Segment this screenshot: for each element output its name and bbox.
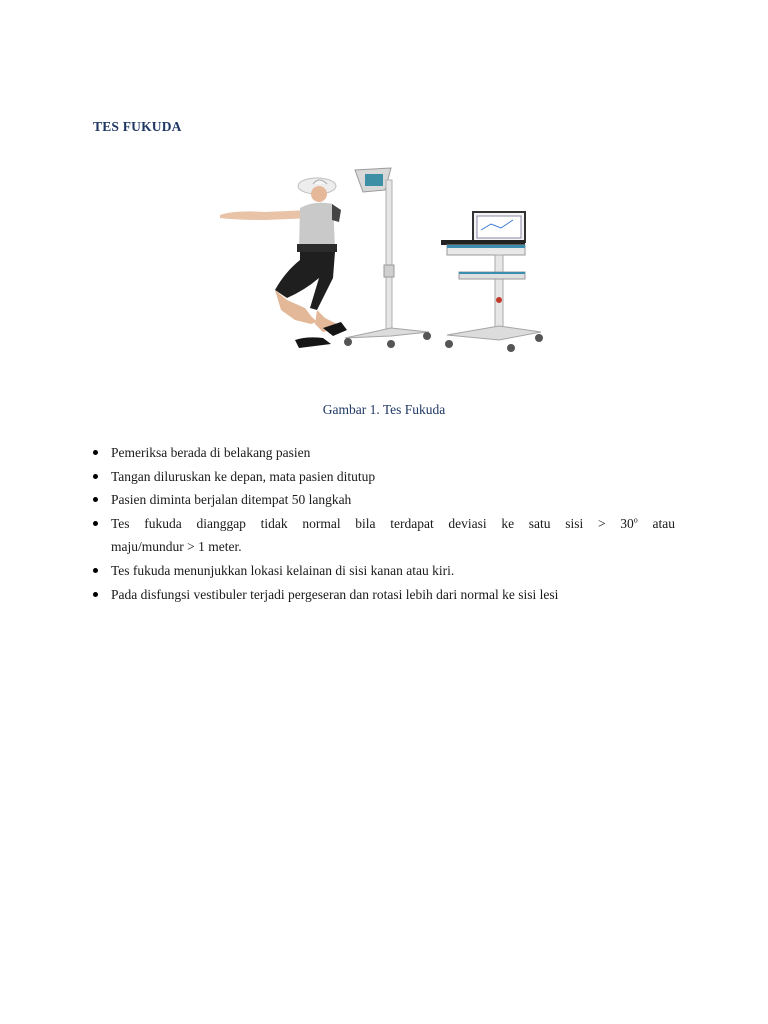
bullet-icon — [93, 592, 98, 597]
list-item-text: Tangan diluruskan ke depan, mata pasien ditutup — [111, 468, 376, 484]
bullet-icon — [93, 450, 98, 455]
list-item — [93, 583, 675, 607]
list-item — [93, 559, 675, 583]
bullet-icon — [93, 497, 98, 502]
bullet-icon — [93, 521, 98, 526]
list-item-text-tail: atau — [637, 515, 675, 531]
page-title: TES FUKUDA — [93, 119, 182, 134]
list-item-text: Pasien diminta berjalan ditempat 50 langkah — [111, 492, 352, 508]
list-item-text: Pada disfungsi vestibuler terjadi pergeseran dan rotasi lebih dari normal ke sisi lesi — [111, 586, 559, 602]
camera-stand — [344, 168, 431, 348]
list-item-text: Tes fukuda menunjukkan lokasi kelainan di sisi kanan atau kiri. — [111, 562, 455, 578]
list-item-text: Pemeriksa berada di belakang pasien — [111, 445, 311, 460]
bullet-icon — [93, 474, 98, 479]
list-item — [93, 465, 675, 489]
list-item-line — [111, 512, 675, 536]
list-item — [93, 512, 675, 559]
bullet-icon — [93, 568, 98, 573]
bullet-list — [93, 441, 675, 606]
list-item — [93, 441, 675, 465]
figure-caption: Gambar 1. Tes Fukuda — [322, 402, 446, 417]
person-figure — [220, 178, 347, 348]
list-item — [93, 488, 675, 512]
computer-cart — [441, 212, 543, 352]
fukuda-test-illustration — [215, 160, 555, 360]
list-item-text: Tes fukuda dianggap tidak normal bila terdapat deviasi ke satu sisi > 30 — [111, 515, 634, 531]
list-item-continuation: maju/mundur > 1 meter. — [111, 539, 242, 555]
degree-superscript: o — [633, 515, 638, 525]
